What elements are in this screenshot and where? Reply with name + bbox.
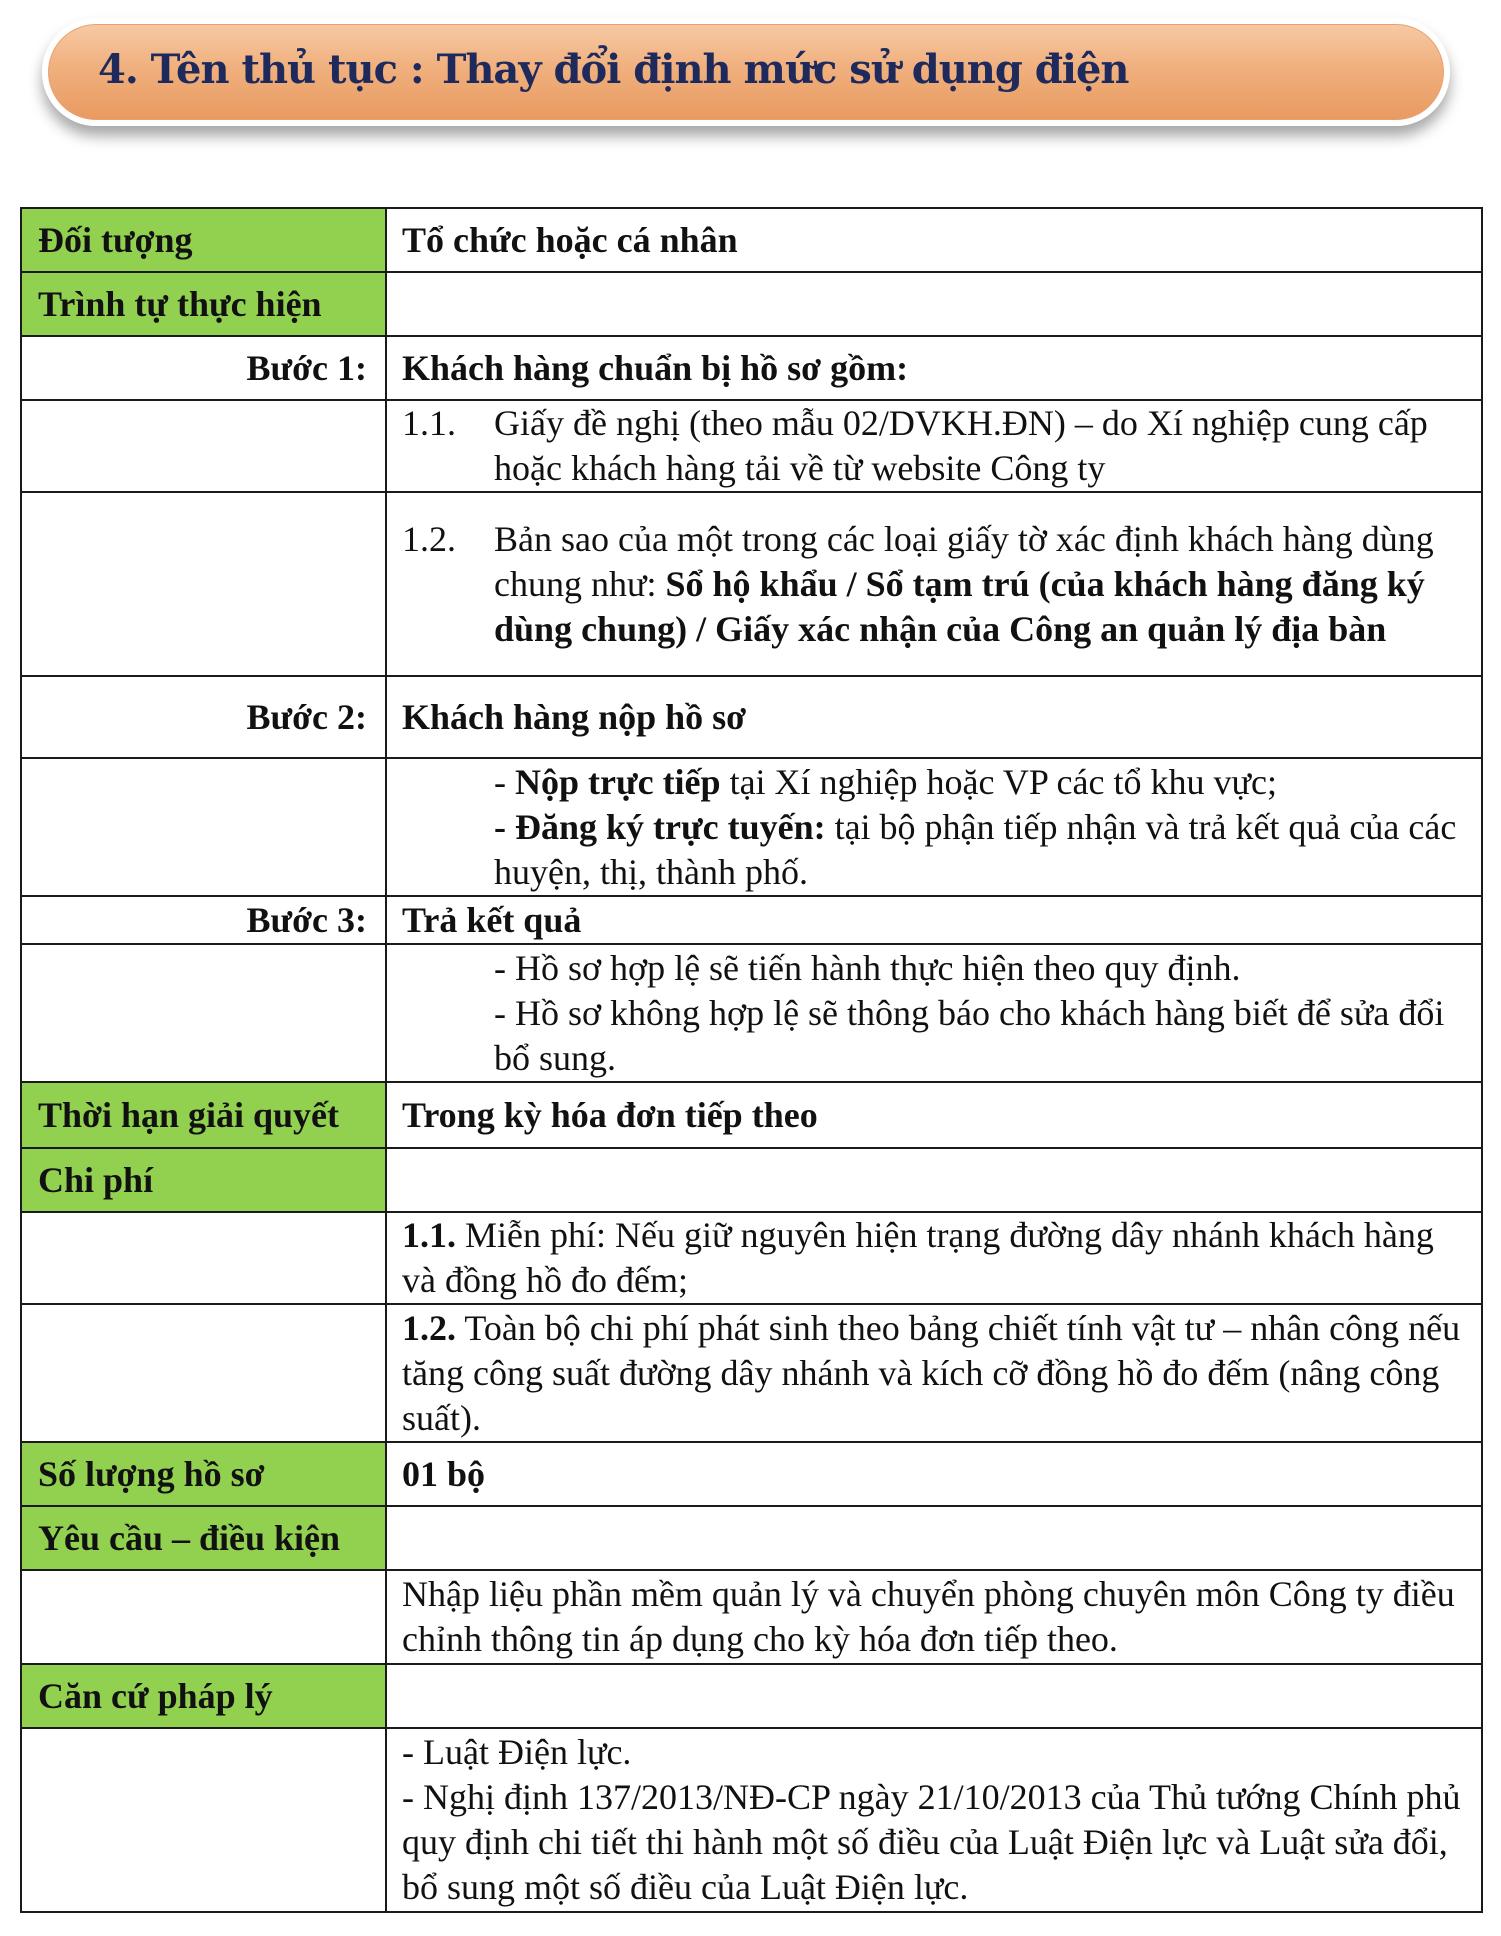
row-buoc-2 [21,676,1482,758]
row-chi-phi-item-2 [21,1304,1482,1442]
row-buoc-1 [21,336,1482,400]
buoc-1-item-1 [386,400,1482,492]
row-can-cu-detail [21,1728,1482,1912]
label-trinh-tu: Trình tự thực hiện [21,272,386,336]
row-buoc-3 [21,896,1482,944]
value-doi-tuong: Tổ chức hoặc cá nhân [386,208,1482,272]
row-doi-tuong [21,208,1482,272]
buoc-3-detail [386,944,1482,1082]
row-thoi-han [21,1082,1482,1148]
line-bold: Nộp trực tiếp [515,761,721,802]
empty-cell [21,400,386,492]
page-title: 4. Tên thủ tục : Thay đổi định mức sử dụng điện [98,46,1129,93]
title-banner [42,18,1450,126]
row-buoc-3-detail [21,944,1482,1082]
item-text: Toàn bộ chi phí phát sinh theo bảng chiết tính vật tư – nhân công nếu tăng công suất đường dây nhánh và kích cỡ đồng hồ đo đếm (nâng công suất). [402,1307,1461,1438]
legal-line: - Luật Điện lực. [402,1732,632,1772]
item-text-plain: Bản sao của một trong các loại giấy tờ xác định khách hàng dùng chung như: [494,518,1434,604]
line-rest: tại bộ phận tiếp nhận và trả kết quả của các huyện, thị, thành phố. [494,806,1457,892]
detail-line [402,760,1469,805]
detail-line: - Hồ sơ không hợp lệ sẽ thông báo cho khách hàng biết để sửa đổi bổ sung. [494,992,1445,1078]
label-yeu-cau: Yêu cầu – điều kiện [21,1506,386,1570]
procedure-table [20,207,1483,1913]
chi-phi-item-2 [386,1304,1482,1442]
value-can-cu [386,1728,1482,1912]
label-buoc-2: Bước 2: [21,676,386,758]
item-number: 1.1. [402,403,456,443]
item-number: 1.2. [402,518,456,559]
row-buoc-1-item-1 [21,400,1482,492]
buoc-2-detail [386,758,1482,896]
label-chi-phi: Chi phí [21,1148,386,1212]
buoc-3-title: Trả kết quả [386,896,1482,944]
value-chi-phi [386,1148,1482,1212]
line-bold: - Đăng ký trực tuyến: [494,806,826,847]
row-trinh-tu [21,272,1482,336]
empty-cell [21,758,386,896]
label-doi-tuong: Đối tượng [21,208,386,272]
row-chi-phi [21,1148,1482,1212]
item-text [494,517,1469,652]
empty-cell [21,1304,386,1442]
legal-line: - Nghị định 137/2013/NĐ-CP ngày 21/10/2013 của Thủ tướng Chính phủ quy định chi tiết thi hành một số điều của Luật Điện lực và Luật sửa đổi, bổ sung một số điều của Luật Điện lực. [402,1777,1461,1907]
row-so-luong [21,1442,1482,1506]
empty-cell [21,492,386,676]
row-chi-phi-item-1 [21,1212,1482,1304]
value-thoi-han: Trong kỳ hóa đơn tiếp theo [386,1082,1482,1148]
label-buoc-1: Bước 1: [21,336,386,400]
chi-phi-item-1 [386,1212,1482,1304]
label-thoi-han: Thời hạn giải quyết [21,1082,386,1148]
buoc-1-title: Khách hàng chuẩn bị hồ sơ gồm: [386,336,1482,400]
row-yeu-cau [21,1506,1482,1570]
buoc-1-item-2 [386,492,1482,676]
item-text: Giấy đề nghị (theo mẫu 02/DVKH.ĐN) – do Xí nghiệp cung cấp hoặc khách hàng tải về từ website Công ty [494,403,1428,488]
empty-cell [21,1212,386,1304]
value-trinh-tu [386,272,1482,336]
label-buoc-3: Bước 3: [21,896,386,944]
detail-line [402,805,1469,895]
row-can-cu [21,1664,1482,1728]
item-text-bold: Sổ hộ khẩu / Sổ tạm trú (của khách hàng đăng ký dùng chung) / Giấy xác nhận của Công an quản lý địa bàn [494,563,1425,649]
value-yeu-cau-empty [386,1506,1482,1570]
item-number: 1.2. [402,1307,456,1348]
label-can-cu: Căn cứ pháp lý [21,1664,386,1728]
value-so-luong: 01 bộ [386,1442,1482,1506]
value-yeu-cau: Nhập liệu phần mềm quản lý và chuyển phòng chuyên môn Công ty điều chỉnh thông tin áp dụng cho kỳ hóa đơn tiếp theo. [386,1570,1482,1664]
line-prefix: - [494,761,515,802]
empty-cell [21,944,386,1082]
row-buoc-1-item-2 [21,492,1482,676]
label-so-luong: Số lượng hồ sơ [21,1442,386,1506]
buoc-2-title: Khách hàng nộp hồ sơ [386,676,1482,758]
empty-cell [21,1728,386,1912]
detail-line: - Hồ sơ hợp lệ sẽ tiến hành thực hiện theo quy định. [494,947,1241,988]
line-rest: tại Xí nghiệp hoặc VP các tổ khu vực; [720,761,1277,802]
item-text: Miễn phí: Nếu giữ nguyên hiện trạng đường dây nhánh khách hàng và đồng hồ đo đếm; [402,1215,1434,1300]
row-buoc-2-detail [21,758,1482,896]
row-yeu-cau-detail [21,1570,1482,1664]
item-number: 1.1. [402,1215,456,1255]
value-can-cu-empty [386,1664,1482,1728]
empty-cell [21,1570,386,1664]
